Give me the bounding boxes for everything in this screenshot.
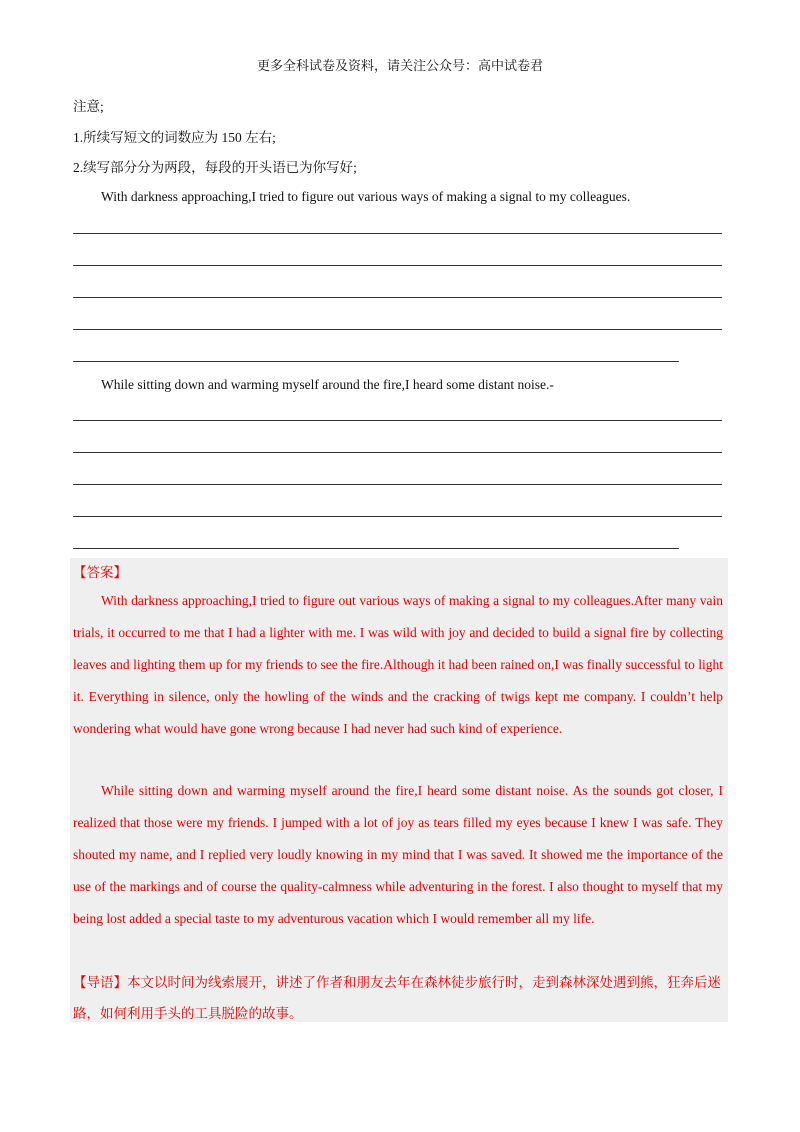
prompt-paragraph-1: With darkness approaching,I tried to figure out various ways of making a signal to my colleagues.: [101, 189, 631, 204]
answer-paragraph-1: [73, 585, 723, 745]
guide-section: [73, 967, 723, 1029]
guide-text: 本文以时间为线索展开，讲述了作者和朋友去年在森林徒步旅行时，走到森林深处遇到熊，狂奔后迷路，如何利用手头的工具脱险的故事。: [73, 975, 721, 1021]
writing-line: [73, 297, 722, 298]
answer-paragraph-1-text: With darkness approaching,I tried to figure out various ways of making a signal to my colleagues.After many vain trials, it occurred to me that I had a lighter with me. I was wild with joy and decided to build a signal fire by collecting leaves and lighting them up for my friends to see the fire.Although it had been rained on,I was finally successful to light it. Everything in silence, only the howling of the winds and the cracking of twigs kept me company. I couldn’t help wondering what would have gone wrong because I had never had such kind of experience.: [73, 593, 723, 736]
page-header: 更多全科试卷及资料，请关注公众号：高中试卷君: [256, 58, 543, 73]
note-item-2: 2.续写部分分为两段，每段的开头语已为你写好;: [73, 160, 357, 175]
writing-line: [73, 420, 722, 421]
answer-paragraph-2-text: While sitting down and warming myself around the fire,I heard some distant noise. As the sounds got closer, I realized that those were my friends. I jumped with a lot of joy as tears filled my eyes because I knew I was safe. They shouted my name, and I replied very loudly knowing in my mind that I was saved. It showed me the importance of the use of the markings and of course the quality-calmness while adventuring in the forest. I also thought to myself that my being lost added a special taste to my adventurous vacation which I would remember all my life.: [73, 783, 723, 926]
writing-line: [73, 484, 722, 485]
note-item-1: 1.所续写短文的词数应为 150 左右;: [73, 130, 276, 145]
prompt-paragraph-2: While sitting down and warming myself around the fire,I heard some distant noise.-: [101, 377, 554, 392]
writing-line: [73, 548, 679, 549]
writing-line: [73, 516, 722, 517]
guide-label: 【导语】: [73, 975, 127, 990]
writing-line: [73, 361, 679, 362]
writing-line: [73, 233, 722, 234]
notes-title: 注意;: [73, 99, 104, 114]
writing-line: [73, 452, 722, 453]
answer-paragraph-2: [73, 775, 723, 935]
answer-label: 【答案】: [73, 565, 127, 580]
writing-line: [73, 329, 722, 330]
writing-line: [73, 265, 722, 266]
